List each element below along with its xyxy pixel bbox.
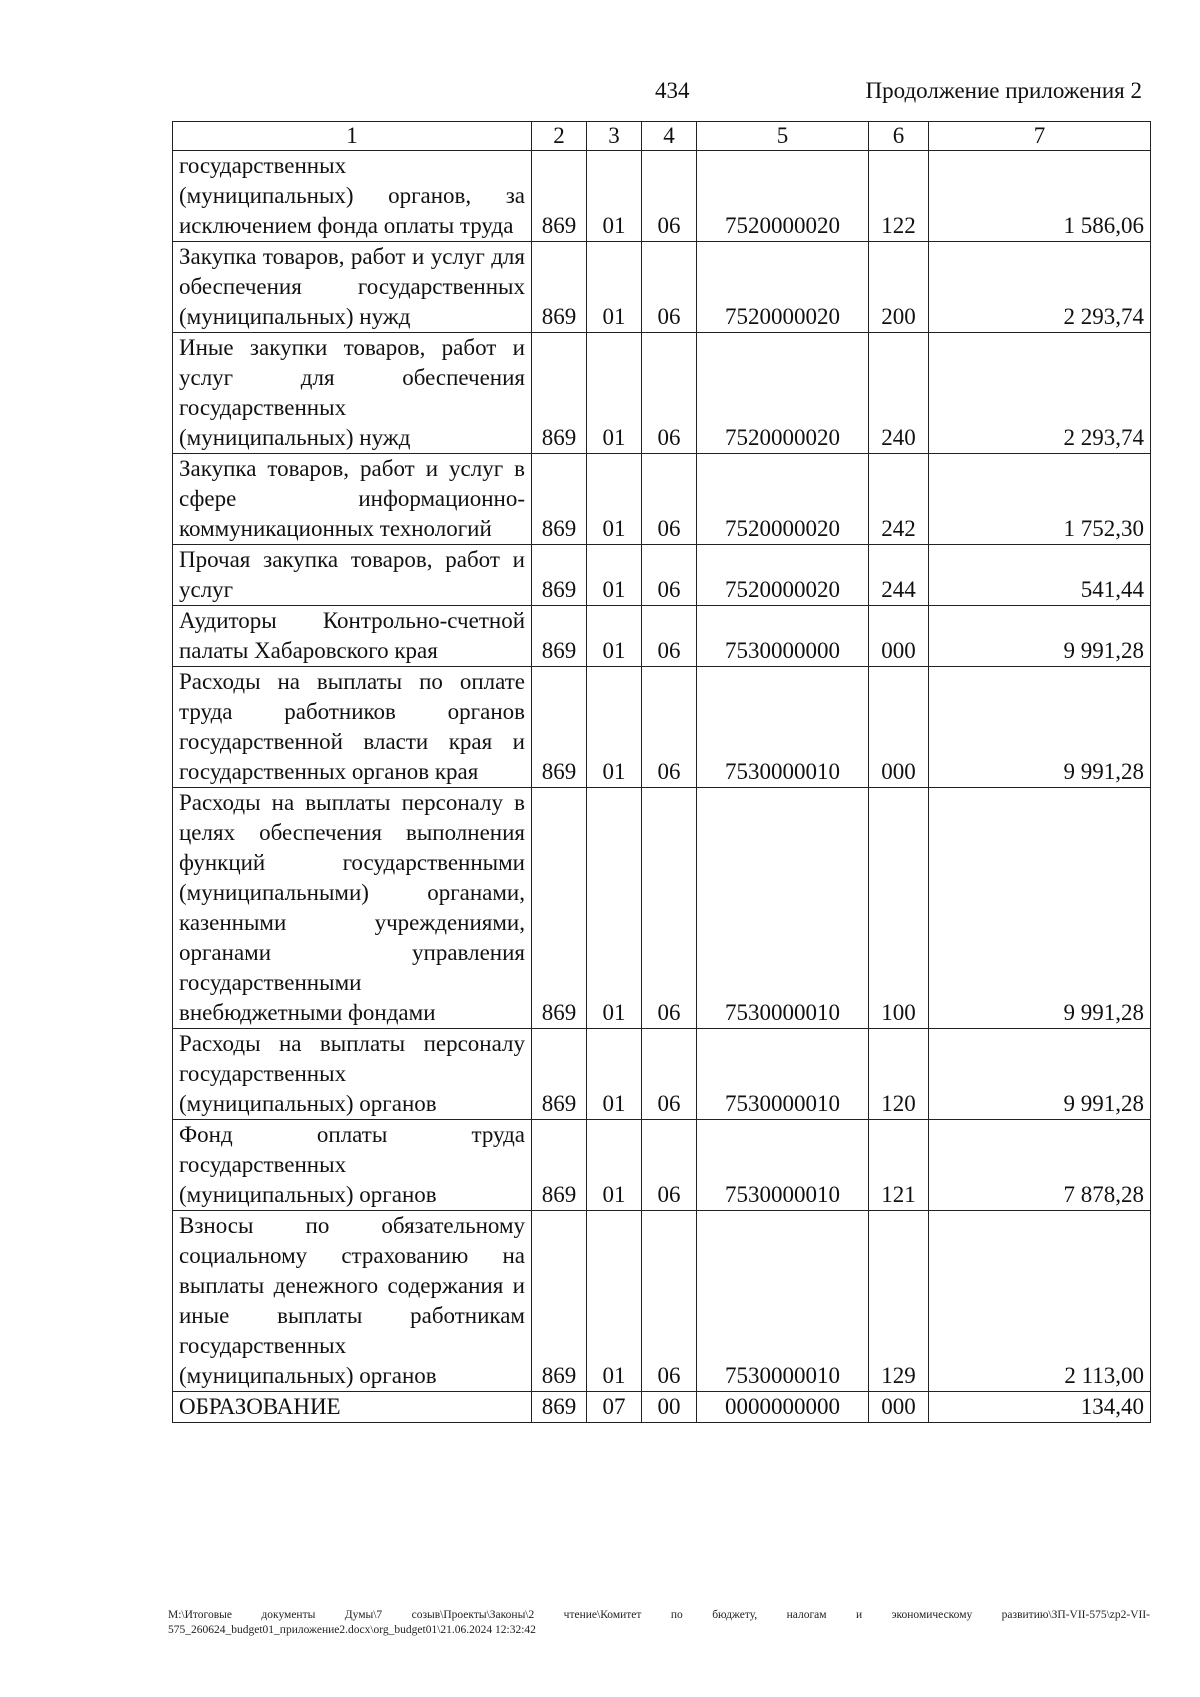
column-header-5: 5 [697,122,869,151]
row-expense-type: 121 [869,1120,929,1211]
row-amount: 2 293,74 [929,333,1151,454]
row-expense-type: 240 [869,333,929,454]
row-description: Расходы на выплаты персоналу государственных (муниципальных) органов [173,1029,532,1120]
row-section: 07 [587,1392,642,1423]
row-expense-type: 120 [869,1029,929,1120]
row-section: 01 [587,333,642,454]
table-row [173,454,1151,545]
budget-table [172,121,1151,1423]
table-row [173,606,1151,667]
row-admin-code: 869 [532,788,587,1029]
row-description: Расходы на выплаты по оплате труда работников органов государственной власти края и государственных органов края [173,667,532,788]
row-target-article: 7530000000 [697,606,869,667]
row-amount: 9 991,28 [929,788,1151,1029]
row-admin-code: 869 [532,1211,587,1392]
row-subsection: 00 [642,1392,697,1423]
row-amount: 7 878,28 [929,1120,1151,1211]
row-expense-type: 000 [869,667,929,788]
row-subsection: 06 [642,1211,697,1392]
row-target-article: 7530000010 [697,1211,869,1392]
row-section: 01 [587,606,642,667]
row-target-article: 7520000020 [697,454,869,545]
row-description: Закупка товаров, работ и услуг для обеспечения государственных (муниципальных) нужд [173,242,532,333]
row-description: ОБРАЗОВАНИЕ [173,1392,532,1423]
row-target-article: 0000000000 [697,1392,869,1423]
column-header-1: 1 [173,122,532,151]
row-target-article: 7530000010 [697,1120,869,1211]
column-header-7: 7 [929,122,1151,151]
column-header-4: 4 [642,122,697,151]
row-section: 01 [587,454,642,545]
row-description: Фонд оплаты труда государственных (муниципальных) органов [173,1120,532,1211]
row-target-article: 7520000020 [697,333,869,454]
table-row [173,545,1151,606]
row-admin-code: 869 [532,545,587,606]
table-row [173,1211,1151,1392]
row-target-article: 7520000020 [697,545,869,606]
row-description: Расходы на выплаты персоналу в целях обеспечения выполнения функций государственными (муниципальными) органами, казенными учреждениями, органами управления государственными внебюджетными фондами [173,788,532,1029]
header-row [173,122,1151,151]
row-section: 01 [587,545,642,606]
row-description: Иные закупки товаров, работ и услуг для обеспечения государственных (муниципальных) нужд [173,333,532,454]
row-section: 01 [587,1029,642,1120]
row-target-article: 7520000020 [697,151,869,242]
row-amount: 9 991,28 [929,606,1151,667]
row-target-article: 7530000010 [697,1029,869,1120]
document-path-footer: M:\Итоговые документы Думы\7 созыв\Проекты\Законы\2 чтение\Комитет по бюджету, налогам и экономическому развитию\ЗП-VII-575\zp2-VII-575_260624_budget01_приложение2.docx\org_budget01\21.06.2024 12:32:42 [168,1609,1150,1636]
row-target-article: 7530000010 [697,667,869,788]
row-description: государственных (муниципальных) органов, за исключением фонда оплаты труда [173,151,532,242]
row-subsection: 06 [642,545,697,606]
row-admin-code: 869 [532,1029,587,1120]
continuation-label: Продолжение приложения 2 [865,78,1142,103]
row-expense-type: 122 [869,151,929,242]
row-admin-code: 869 [532,242,587,333]
row-admin-code: 869 [532,151,587,242]
row-section: 01 [587,1120,642,1211]
table-row [173,788,1151,1029]
row-amount: 2 113,00 [929,1211,1151,1392]
row-expense-type: 129 [869,1211,929,1392]
table-row [173,151,1151,242]
row-expense-type: 244 [869,545,929,606]
row-subsection: 06 [642,667,697,788]
row-amount: 2 293,74 [929,242,1151,333]
table-row [173,1392,1151,1423]
row-amount: 541,44 [929,545,1151,606]
row-admin-code: 869 [532,454,587,545]
row-amount: 1 752,30 [929,454,1151,545]
row-description: Взносы по обязательному социальному страхованию на выплаты денежного содержания и иные выплаты работникам государственных (муниципальных) органов [173,1211,532,1392]
row-description: Закупка товаров, работ и услуг в сфере информационно-коммуникационных технологий [173,454,532,545]
row-subsection: 06 [642,1029,697,1120]
row-expense-type: 242 [869,454,929,545]
column-header-3: 3 [587,122,642,151]
row-description: Аудиторы Контрольно-счетной палаты Хабаровского края [173,606,532,667]
row-subsection: 06 [642,788,697,1029]
row-section: 01 [587,788,642,1029]
row-target-article: 7530000010 [697,788,869,1029]
column-header-6: 6 [869,122,929,151]
row-target-article: 7520000020 [697,242,869,333]
row-section: 01 [587,667,642,788]
row-admin-code: 869 [532,333,587,454]
row-admin-code: 869 [532,606,587,667]
row-subsection: 06 [642,1120,697,1211]
page-number: 434 [655,78,690,103]
row-subsection: 06 [642,151,697,242]
row-admin-code: 869 [532,1120,587,1211]
row-section: 01 [587,1211,642,1392]
row-subsection: 06 [642,333,697,454]
row-section: 01 [587,242,642,333]
row-expense-type: 000 [869,1392,929,1423]
table-row [173,1029,1151,1120]
row-subsection: 06 [642,242,697,333]
row-expense-type: 200 [869,242,929,333]
table-row [173,242,1151,333]
table-row [173,667,1151,788]
table-row [173,1120,1151,1211]
row-description: Прочая закупка товаров, работ и услуг [173,545,532,606]
row-amount: 1 586,06 [929,151,1151,242]
row-subsection: 06 [642,454,697,545]
row-amount: 9 991,28 [929,1029,1151,1120]
row-section: 01 [587,151,642,242]
row-expense-type: 100 [869,788,929,1029]
row-expense-type: 000 [869,606,929,667]
row-amount: 9 991,28 [929,667,1151,788]
column-header-2: 2 [532,122,587,151]
row-subsection: 06 [642,606,697,667]
row-admin-code: 869 [532,667,587,788]
table-row [173,333,1151,454]
row-admin-code: 869 [532,1392,587,1423]
row-amount: 134,40 [929,1392,1151,1423]
